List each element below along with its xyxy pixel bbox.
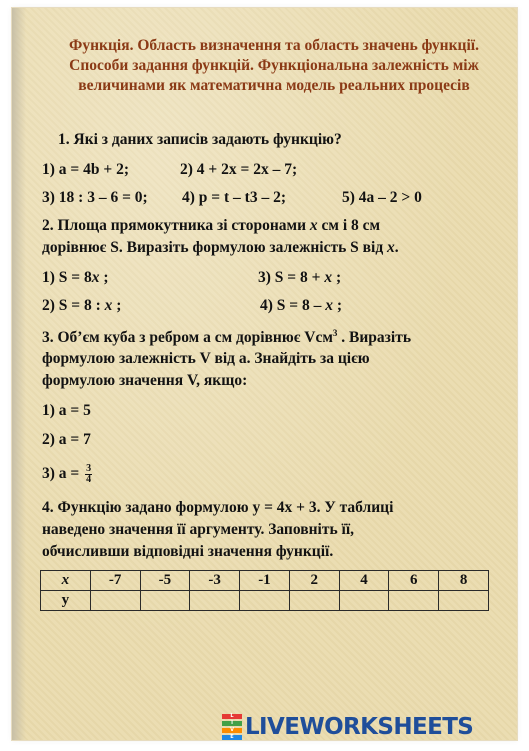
q2-option-text: ;	[99, 269, 109, 286]
logo-badge-letter: I	[222, 721, 242, 726]
answer-input-cell[interactable]	[190, 591, 240, 611]
q3-text: 3. Об’єм куба з ребром a см дорівнює Vсм	[42, 329, 333, 347]
table-cell-x: 8	[439, 571, 489, 591]
logo-badge-letter: E	[222, 735, 242, 740]
logo-badge-letter: V	[222, 728, 242, 733]
q1-option-4: 4) p = t – t3 – 2;	[182, 189, 286, 206]
table-row-x	[41, 571, 489, 591]
q2-var-x: x	[387, 239, 395, 256]
q2-option-1	[42, 269, 109, 287]
q2-option-3	[258, 269, 341, 287]
q4-line-3: обчисливши відповідні значення функції.	[42, 543, 334, 560]
table-cell-x: -7	[90, 571, 140, 591]
q2-option-4	[260, 297, 342, 315]
q3-line-2: формулою залежність V від a. Знайдіть за цією	[42, 350, 370, 367]
q4-line-2: наведено значення її аргументу. Заповніть її,	[42, 521, 355, 538]
q3-option-1: 1) a = 5	[42, 402, 91, 419]
q2-option-text: 1) S = 8	[42, 269, 92, 286]
q2-option-text: 3) S = 8 +	[258, 269, 325, 286]
answer-input-cell[interactable]	[439, 591, 489, 611]
q2-var-x: x	[104, 297, 113, 314]
table-cell-x: 4	[339, 571, 389, 591]
logo-badge-letter: L	[222, 714, 242, 719]
table-cell-x: -5	[140, 571, 190, 591]
q3-superscript: 3	[332, 328, 338, 338]
q2-text: см і 8 см	[317, 217, 381, 234]
liveworksheets-logo	[222, 712, 522, 742]
table-header-y: у	[41, 591, 91, 611]
q2-var-x: x	[91, 269, 100, 286]
q4-line-1: 4. Функцію задано формулою y = 4x + 3. У таблиці	[42, 499, 394, 516]
values-table	[40, 570, 489, 611]
q2-var-x: x	[324, 269, 333, 286]
answer-input-cell[interactable]	[289, 591, 339, 611]
q1-heading: 1. Які з даних записів задають функцію?	[58, 131, 342, 148]
fraction-numerator: 3	[86, 463, 92, 474]
q2-option-text: 4) S = 8 –	[260, 297, 326, 314]
q1-option-5: 5) 4a – 2 > 0	[342, 189, 422, 206]
answer-input-cell[interactable]	[140, 591, 190, 611]
table-header-x: x	[41, 571, 91, 591]
q2-option-2	[42, 297, 121, 315]
q3-option-2: 2) a = 7	[42, 431, 91, 448]
answer-input-cell[interactable]	[389, 591, 439, 611]
q2-var-x: x	[325, 297, 333, 314]
answer-input-cell[interactable]	[90, 591, 140, 611]
fraction	[85, 464, 92, 485]
table-cell-x: 6	[389, 571, 439, 591]
q1-option-2: 2) 4 + 2x = 2x – 7;	[180, 161, 298, 178]
table-cell-x: -3	[190, 571, 240, 591]
table-cell-x: -1	[240, 571, 290, 591]
q3-option-3	[42, 464, 92, 485]
q2-text: дорівнює S. Виразіть формулою залежність S від	[42, 239, 388, 256]
logo-badge-icon	[222, 714, 242, 740]
q2-var-x: x	[309, 217, 318, 234]
page-title: Функція. Область визначення та область значень функції. Способи задання функцій. Функціональна залежність між величинами як математична модель реальних процесів	[69, 37, 479, 94]
q2-option-text: ;	[333, 297, 343, 314]
logo-text: LIVEWORKSHEETS	[245, 714, 474, 740]
q2-text: .	[394, 239, 399, 256]
q3-option-text: 3) a =	[42, 465, 84, 483]
table-cell-x: 2	[289, 571, 339, 591]
q2-line-1	[42, 217, 380, 235]
table-row-y	[41, 591, 489, 611]
q3-line-1	[42, 328, 411, 347]
q1-option-3: 3) 18 : 3 – 6 = 0;	[42, 189, 148, 206]
fraction-denominator: 4	[86, 474, 92, 485]
q3-text: . Виразіть	[337, 329, 412, 347]
q2-option-text: 2) S = 8 :	[42, 297, 105, 314]
q3-line-3: формулою значення V, якщо:	[42, 372, 248, 389]
q2-text: 2. Площа прямокутника зі сторонами	[42, 217, 310, 234]
q2-line-2	[42, 239, 399, 257]
q2-option-text: ;	[112, 297, 122, 314]
q1-option-1: 1) a = 4b + 2;	[42, 161, 129, 178]
answer-input-cell[interactable]	[339, 591, 389, 611]
q2-option-text: ;	[332, 269, 342, 286]
answer-input-cell[interactable]	[240, 591, 290, 611]
